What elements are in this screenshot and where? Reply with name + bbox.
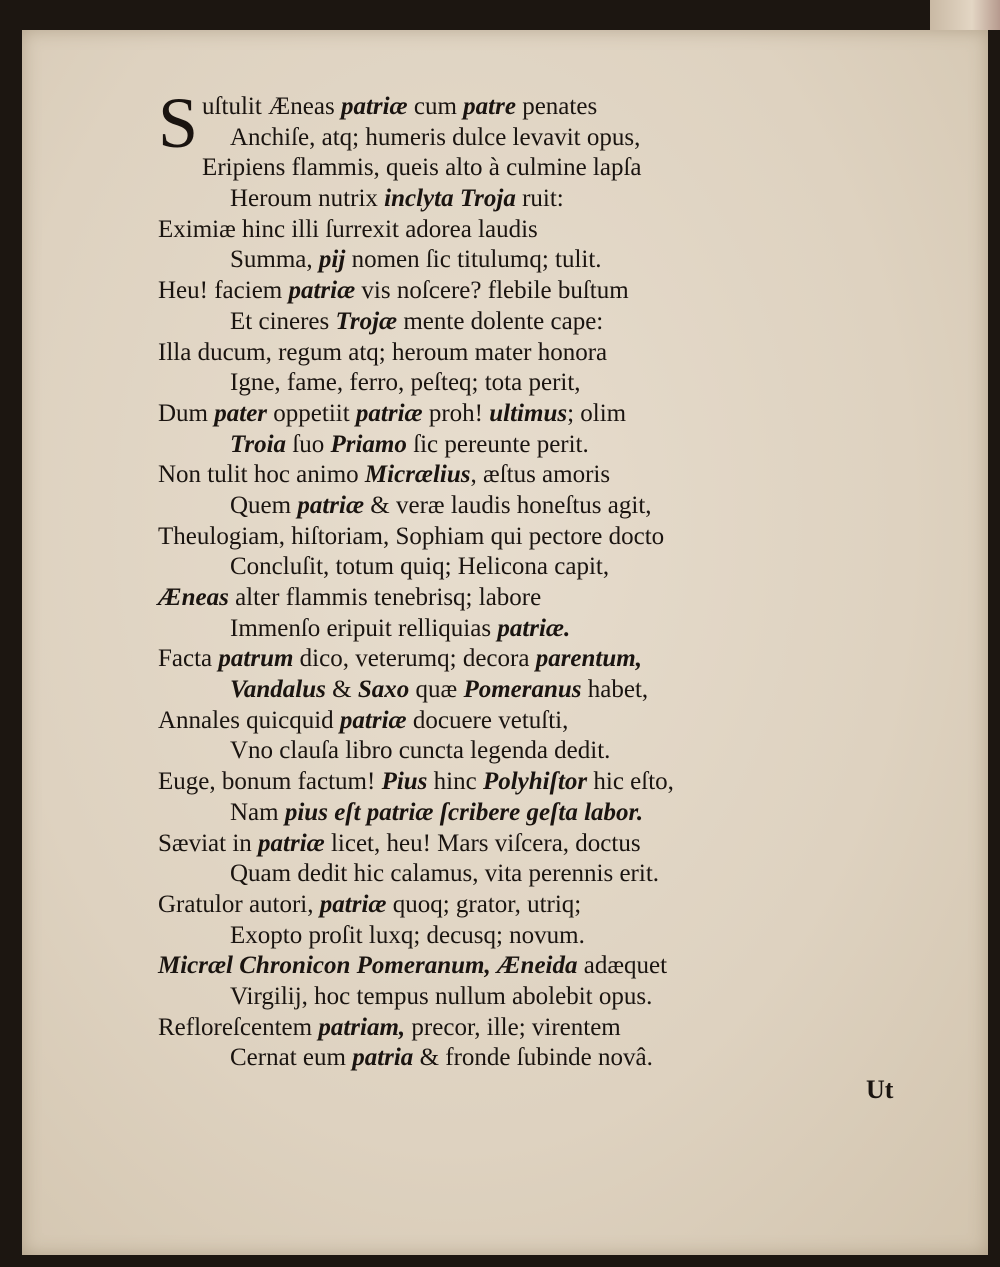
poem-line — [158, 644, 878, 675]
poem-line — [158, 153, 878, 184]
italic-text: Micrælius — [364, 461, 471, 489]
italic-text: Pius — [381, 768, 428, 796]
italic-text: patriæ. — [497, 614, 571, 642]
line-text: habet, — [581, 676, 649, 704]
line-text: Annales quicquid — [158, 706, 340, 734]
poem-line — [158, 890, 878, 921]
poem-line — [158, 460, 878, 491]
line-text: ; olim — [567, 399, 627, 427]
line-text: Non tulit hoc animo — [158, 461, 365, 489]
italic-text: pij — [318, 246, 346, 274]
line-text: alter flammis tenebrisq; labore — [228, 584, 542, 611]
poem-line — [158, 767, 878, 798]
poem-line — [158, 1013, 878, 1044]
line-text: , æſtus amoris — [470, 461, 611, 489]
italic-text: patre — [463, 93, 516, 120]
italic-text: Vandalus — [230, 676, 326, 704]
italic-text: patriæ — [319, 890, 387, 918]
line-text: & veræ laudis honeſtus agit, — [364, 491, 652, 519]
italic-text: Troia — [230, 430, 287, 458]
line-text: Virgilij, hoc tempus nullum abolebit opus. — [230, 982, 653, 1010]
line-text: oppetiit — [267, 399, 356, 427]
italic-text: ultimus — [489, 399, 568, 427]
line-text: Dum — [158, 399, 215, 427]
poem-line — [158, 706, 878, 737]
poem-line — [158, 307, 878, 338]
poem-line — [158, 491, 878, 522]
line-text: Eripiens flammis, queis alto à culmine lapſa — [202, 154, 642, 182]
poem-line — [158, 92, 878, 123]
italic-text: pater — [214, 399, 268, 427]
line-text: Heroum nutrix — [230, 185, 385, 213]
poem-line — [158, 614, 878, 645]
line-text: Quam dedit hic calamus, vita perennis erit. — [230, 860, 660, 888]
italic-text: patriam, — [318, 1013, 406, 1041]
poem — [158, 83, 878, 1074]
line-text: penates — [515, 93, 598, 120]
line-text: Cernat eum — [230, 1044, 353, 1072]
line-text: quæ — [409, 676, 464, 704]
line-text: licet, heu! Mars viſcera, doctus — [324, 829, 641, 857]
line-text: Heu! faciem — [158, 277, 289, 305]
line-text: Refloreſcentem — [158, 1013, 319, 1041]
poem-line — [158, 583, 878, 614]
line-text: proh! — [422, 399, 490, 427]
poem-line — [158, 982, 878, 1013]
poem-line — [158, 215, 878, 246]
poem-line — [158, 1043, 878, 1074]
line-text: Gratulor autori, — [158, 890, 320, 918]
line-text: Facta — [158, 645, 219, 673]
poem-line — [158, 276, 878, 307]
line-text: precor, ille; virentem — [405, 1013, 621, 1041]
line-text: Theulogiam, hiſtoriam, Sophiam qui pectore docto — [158, 522, 665, 550]
poem-line — [158, 736, 878, 767]
italic-text: patria — [352, 1044, 414, 1072]
italic-text: Priamo — [330, 430, 407, 458]
line-text: adæquet — [577, 952, 668, 980]
line-text: Concluſit, totum quiq; Helicona capit, — [230, 553, 610, 581]
line-text: Exopto proſit luxq; decusq; novum. — [230, 921, 585, 949]
italic-text: inclyta Troja — [384, 185, 516, 213]
drop-cap: S — [158, 83, 199, 163]
italic-text: Æneas — [158, 584, 229, 611]
line-text: Vno clauſa libro cuncta legenda dedit. — [230, 737, 611, 765]
poem-line — [158, 921, 878, 952]
italic-text: patrum — [218, 645, 294, 673]
poem-line — [158, 798, 878, 829]
poem-line — [158, 338, 878, 369]
italic-text: Polyhiſtor — [482, 768, 588, 796]
italic-text: Pomeranus — [463, 676, 582, 704]
italic-text: parentum, — [535, 645, 642, 673]
italic-text: patriæ — [288, 277, 356, 305]
italic-text: patriæ — [340, 93, 408, 120]
line-text: Anchiſe, atq; humeris dulce levavit opus, — [230, 123, 641, 151]
line-text: dico, veterumq; decora — [293, 645, 536, 673]
line-text: & — [325, 676, 358, 704]
italic-text: Saxo — [357, 676, 410, 704]
poem-line — [158, 399, 878, 430]
poem-line — [158, 368, 878, 399]
line-text: & fronde ſubinde novâ. — [413, 1044, 653, 1072]
line-text: mente dolente cape: — [397, 307, 604, 335]
poem-line — [158, 859, 878, 890]
line-text: Igne, fame, ferro, peſteq; tota perit, — [230, 369, 581, 397]
line-text: Eximiæ hinc illi ſurrexit adorea laudis — [158, 215, 538, 243]
catchword: Ut — [866, 1075, 894, 1104]
line-text: cum — [407, 93, 464, 120]
line-text: Summa, — [230, 246, 319, 274]
poem-line — [158, 123, 878, 154]
line-text: Et cineres — [230, 307, 336, 335]
line-text: Euge, bonum factum! — [158, 768, 382, 796]
poem-line — [158, 184, 878, 215]
line-text: hic eſto, — [587, 768, 674, 796]
line-text: Quem — [230, 491, 298, 519]
line-text: Nam — [230, 798, 285, 826]
line-text: Immenſo eripuit relliquias — [230, 614, 498, 642]
line-text: ruit: — [515, 185, 564, 213]
poem-line — [158, 951, 878, 982]
italic-text: pius eſt patriæ ſcribere geſta labor. — [284, 798, 644, 826]
italic-text: Trojæ — [335, 307, 398, 335]
poem-line — [158, 522, 878, 553]
italic-text: patriæ — [355, 399, 423, 427]
poem-line — [158, 829, 878, 860]
line-text: Illa ducum, regum atq; heroum mater honora — [158, 338, 608, 366]
next-page-edge — [930, 0, 1000, 30]
line-text: uſtulit Æneas — [202, 93, 341, 120]
line-text: hinc — [427, 768, 483, 796]
line-text: vis noſcere? flebile buſtum — [355, 277, 629, 305]
line-text: nomen ſic titulumq; tulit. — [345, 246, 602, 274]
poem-line — [158, 675, 878, 706]
italic-text: patriæ — [258, 829, 325, 857]
line-text: ſic pereunte perit. — [406, 430, 589, 458]
poem-line — [158, 245, 878, 276]
poem-line — [158, 552, 878, 583]
italic-text: Micræl Chronicon Pomeranum, Æneida — [158, 952, 578, 980]
line-text: docuere vetuſti, — [406, 706, 569, 734]
line-text: quoq; grator, utriq; — [386, 890, 582, 918]
poem-line — [158, 430, 878, 461]
line-text: Sæviat in — [158, 829, 259, 857]
italic-text: patriæ — [297, 491, 365, 519]
italic-text: patriæ — [339, 706, 407, 734]
line-text: ſuo — [286, 430, 331, 458]
